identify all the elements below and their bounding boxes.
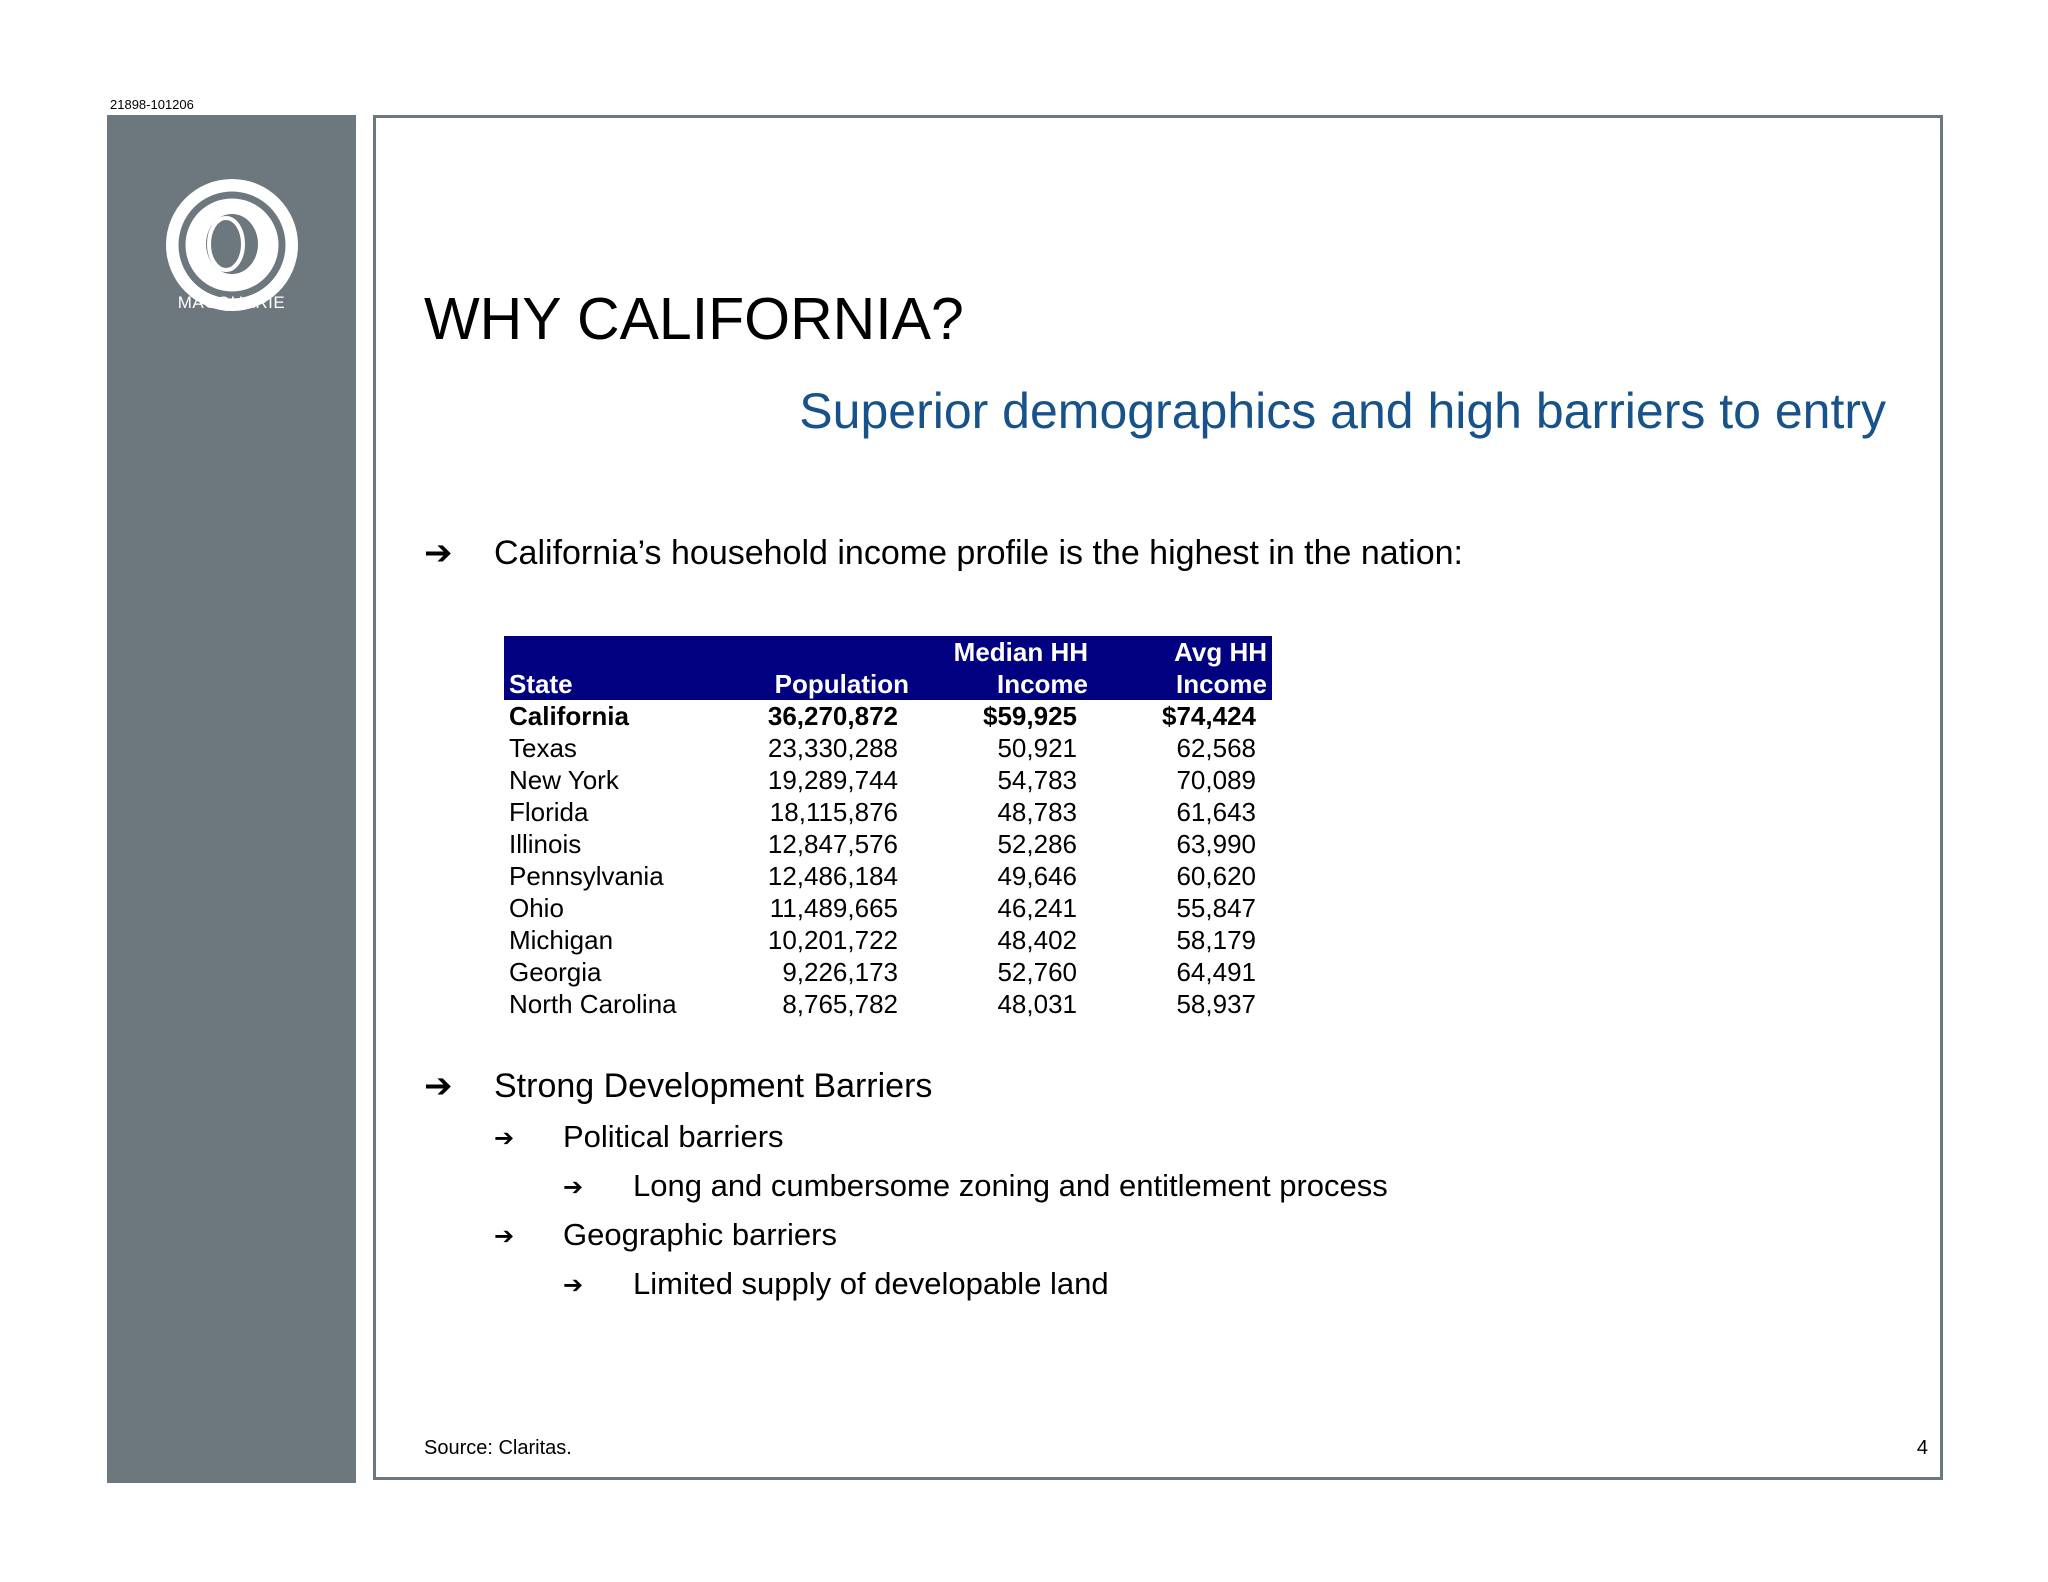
table-row [504,892,1272,924]
cell-state: Ohio [509,893,564,923]
header-population: Population [743,636,914,700]
cell-median-income: 52,286 [997,829,1077,859]
cell-state: Pennsylvania [509,861,664,891]
document-id: 21898-101206 [110,97,194,112]
cell-population: 12,486,184 [767,861,898,891]
table-row [504,796,1272,828]
logo-wordmark: MACQUARIE [177,293,286,312]
table-row [504,732,1272,764]
cell-median-income: 48,402 [997,925,1077,955]
cell-avg-income: 64,491 [1176,957,1256,987]
right-arrow-icon: ➔ [494,1124,515,1152]
source-note: Source: Claritas. [424,1437,572,1459]
cell-avg-income: 60,620 [1176,861,1256,891]
cell-population: 23,330,288 [767,733,898,763]
cell-median-income: 54,783 [997,765,1077,795]
cell-avg-income: $74,424 [1162,701,1256,731]
table-row [504,828,1272,860]
header-avg-income: Avg HH Income [1093,636,1272,700]
cell-state: Florida [509,797,589,827]
table-row [504,860,1272,892]
cell-median-income: 48,783 [997,797,1077,827]
cell-avg-income: 58,179 [1176,925,1256,955]
cell-state: North Carolina [509,989,677,1019]
cell-avg-income: 63,990 [1176,829,1256,859]
cell-avg-income: 58,937 [1176,989,1256,1019]
cell-median-income: 52,760 [997,957,1077,987]
slide-subtitle: Superior demographics and high barriers to entry [799,383,1886,439]
sub-bullet-zoning: Long and cumbersome zoning and entitlement process [633,1168,1388,1203]
right-arrow-icon: ➔ [424,533,453,573]
cell-population: 18,115,876 [769,797,898,827]
cell-population: 11,489,665 [769,893,898,923]
cell-state: New York [509,765,619,795]
right-arrow-icon: ➔ [563,1271,584,1299]
cell-median-income: 49,646 [997,861,1077,891]
income-table [504,636,1272,1020]
cell-avg-income: 62,568 [1176,733,1256,763]
cell-avg-income: 55,847 [1176,893,1256,923]
page-number: 4 [1916,1437,1928,1459]
cell-state: California [509,701,629,731]
cell-population: 9,226,173 [782,957,898,987]
cell-avg-income: 70,089 [1176,765,1256,795]
table-row [504,924,1272,956]
bullet-income-profile: California’s household income profile is the highest in the nation: [494,534,1463,572]
table-row [504,700,1272,732]
right-arrow-icon: ➔ [563,1173,584,1201]
cell-state: Illinois [509,829,582,859]
cell-population: 12,847,576 [767,829,898,859]
cell-median-income: 50,921 [997,733,1077,763]
table-header-row [504,636,1272,700]
cell-median-income: 48,031 [997,989,1077,1019]
cell-population: 8,765,782 [782,989,898,1019]
sub-bullet-land-supply: Limited supply of developable land [633,1266,1109,1301]
header-state: State [504,636,743,700]
cell-state: Texas [509,733,577,763]
table-row [504,764,1272,796]
sub-bullet-political: Political barriers [563,1119,784,1154]
cell-population: 10,201,722 [767,925,898,955]
bullet-development-barriers: Strong Development Barriers [494,1067,933,1105]
cell-state: Michigan [509,925,614,955]
sidebar [107,115,356,1483]
table-row [504,956,1272,988]
cell-population: 36,270,872 [767,701,898,731]
header-median-income: Median HH Income [914,636,1093,700]
cell-avg-income: 61,643 [1176,797,1256,827]
cell-population: 19,289,744 [767,765,898,795]
slide-title: WHY CALIFORNIA? [424,286,964,352]
right-arrow-icon: ➔ [494,1222,515,1250]
right-arrow-icon: ➔ [424,1066,453,1106]
cell-median-income: $59,925 [983,701,1077,731]
table-row [504,988,1272,1020]
cell-state: Georgia [509,957,602,987]
cell-median-income: 46,241 [997,893,1077,923]
sub-bullet-geographic: Geographic barriers [563,1217,837,1252]
